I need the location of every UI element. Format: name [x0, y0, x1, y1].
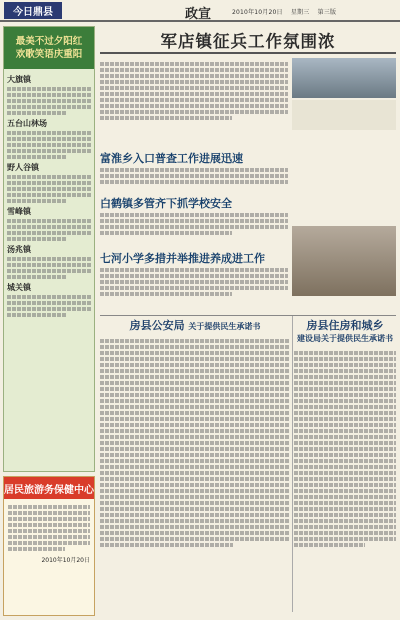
ad-title: 居民旅游务保健中心 — [4, 477, 94, 499]
news-title: 野人谷镇 — [7, 162, 39, 172]
commitment-title-housing: 房县住房和城乡 建设局关于提供民生承诺书 — [297, 319, 393, 343]
article-4 — [100, 250, 288, 298]
news-title: 五台山林场 — [7, 118, 47, 128]
headline-rule — [100, 52, 396, 54]
article-1-body — [100, 60, 288, 122]
commitment-letter-housing — [294, 319, 396, 609]
page-header — [0, 0, 400, 22]
article-3 — [100, 195, 288, 237]
banner-line2: 欢歌笑语庆重阳 — [15, 49, 83, 60]
dateline — [232, 7, 342, 16]
left-news-column — [3, 26, 95, 472]
commitment-letter-police — [100, 319, 290, 609]
newspaper-logo: 今日鼎县 — [4, 2, 62, 19]
news-title: 城关镇 — [7, 282, 31, 292]
photo-placeholder — [292, 226, 396, 296]
article-3-title: 白鹤镇多管齐下抓学校安全 — [100, 197, 232, 210]
banner-line1: 最美不过夕阳红 — [15, 36, 83, 47]
photo-caption — [292, 100, 396, 130]
main-headline: 军店镇征兵工作氛围浓 — [160, 32, 336, 51]
article-2-title: 富淮乡入口普查工作进展迅速 — [100, 152, 243, 165]
commitment-title-police: 房县公安局 关于提供民生承诺书 — [129, 319, 261, 332]
ad-body — [4, 499, 94, 568]
date: 2010年10月20日 — [232, 9, 283, 16]
news-title: 大旗镇 — [7, 74, 31, 84]
ad-date: 2010年10月20日 — [41, 557, 90, 564]
column-divider — [292, 316, 293, 612]
photo-placeholder — [292, 58, 396, 98]
page-number: 第三版 — [317, 9, 337, 16]
advertisement — [3, 476, 95, 616]
section-title: 政宣 — [185, 7, 212, 22]
divider — [100, 315, 396, 316]
left-banner — [4, 27, 94, 69]
article-4-title: 七河小学多措并举推进养成进工作 — [100, 252, 265, 265]
weekday: 星期三 — [290, 9, 310, 16]
news-title: 汤兆镇 — [7, 244, 31, 254]
article-2 — [100, 150, 288, 186]
news-title: 雪峰镇 — [7, 206, 31, 216]
news-list — [4, 69, 94, 317]
